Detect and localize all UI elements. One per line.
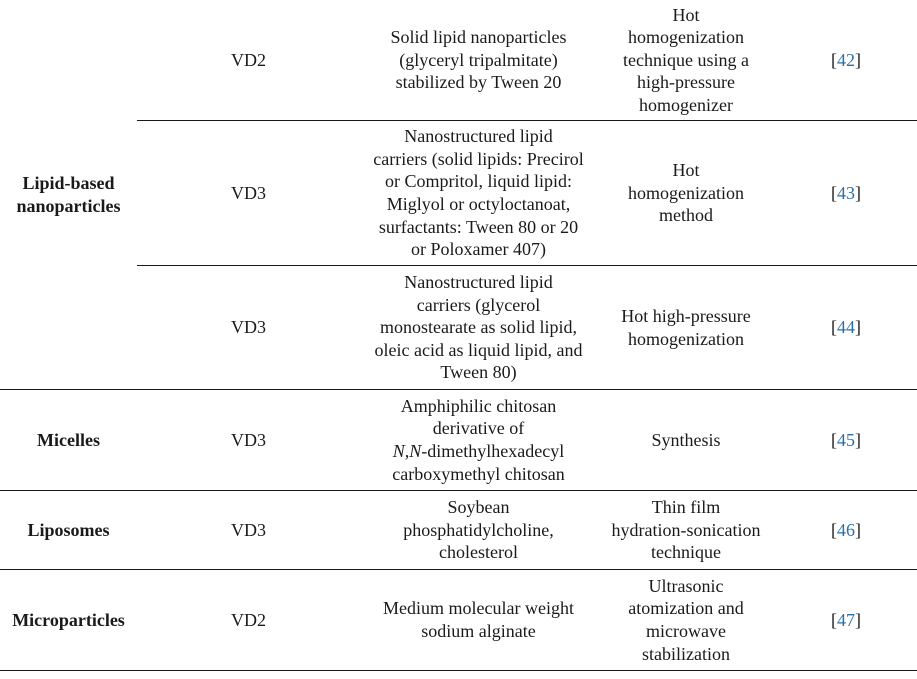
method-cell <box>597 121 775 266</box>
formulation-line: surfactants: Tween 80 or 20 <box>378 216 579 237</box>
reference-cell: [43] <box>775 121 917 266</box>
table-row <box>0 121 917 266</box>
formulation-cell <box>360 390 597 491</box>
reference-cell: [47] <box>775 570 917 671</box>
method-cell <box>597 0 775 121</box>
formulation-suffix: -dimethylhexadecyl <box>421 441 565 461</box>
table-row <box>0 491 917 570</box>
method-line: microwave <box>646 621 726 641</box>
method-line: atomization and <box>628 598 744 619</box>
method-line: homogenization <box>628 182 744 203</box>
vd-cell: VD2 <box>137 570 360 671</box>
vd-cell: VD2 <box>231 49 266 70</box>
formulation-line: sodium alginate <box>421 621 536 641</box>
reference-cell: [42] <box>831 49 861 70</box>
category-cell-micelles: Micelles <box>0 390 137 491</box>
formulation-line: Miglyol or octyloctanoat, <box>386 194 571 214</box>
formulation-line: or Compritol, liquid lipid: <box>384 171 572 192</box>
italic-prefix: N,N <box>392 441 422 461</box>
formulation-line: Soybean <box>447 497 510 518</box>
category-cell-lipid-based <box>0 0 137 390</box>
formulation-cell <box>360 570 597 671</box>
table-row <box>0 570 917 671</box>
formulation-line: Nanostructured lipid <box>404 126 553 147</box>
category-cell-liposomes: Liposomes <box>0 491 137 570</box>
formulation-line: Tween 80) <box>440 362 517 383</box>
formulation-cell <box>360 121 597 266</box>
formulation-line: Medium molecular weight <box>383 598 574 619</box>
vd-cell: VD3 <box>137 121 360 266</box>
formulation-line: Solid lipid nanoparticles <box>390 27 567 48</box>
reference-link[interactable]: 45 <box>837 429 855 450</box>
formulation-line: stabilized by Tween 20 <box>395 72 562 93</box>
method-line: hydration-sonication <box>611 519 761 540</box>
reference-cell: [46] <box>775 491 917 570</box>
method-line: Hot <box>672 4 700 25</box>
vd-cell: VD3 <box>137 491 360 570</box>
reference-cell: [45] <box>775 390 917 491</box>
method-line: homogenization <box>628 328 744 349</box>
reference-link[interactable]: 44 <box>837 317 855 338</box>
reference-link[interactable]: 46 <box>837 519 855 540</box>
formulation-cell <box>360 266 597 390</box>
method-line: Synthesis <box>651 429 721 450</box>
method-line: technique <box>651 542 721 563</box>
reference-link[interactable]: 42 <box>837 49 855 70</box>
table-row <box>0 266 917 390</box>
method-line: Hot <box>672 160 700 181</box>
formulation-cell <box>360 0 597 121</box>
method-cell <box>597 570 775 671</box>
method-line: homogenization <box>628 27 744 48</box>
category-label-line: Lipid-based <box>22 172 115 193</box>
method-cell <box>597 390 775 491</box>
formulation-line: (glyceryl tripalmitate) <box>399 49 558 70</box>
method-line: method <box>659 205 713 226</box>
formulation-cell <box>360 491 597 570</box>
formulation-line: phosphatidylcholine, <box>403 519 554 540</box>
vd-cell: VD3 <box>137 266 360 390</box>
formulation-line: derivative of <box>432 418 525 439</box>
formulation-line: Nanostructured lipid <box>404 272 553 293</box>
method-cell <box>597 266 775 390</box>
table-row <box>0 390 917 491</box>
method-line: stabilization <box>642 643 730 664</box>
formulation-line: carriers (solid lipids: Precirol <box>373 148 584 169</box>
formulation-line: carboxymethyl chitosan <box>392 463 565 484</box>
vd-cell: VD3 <box>137 390 360 491</box>
reference-cell: [44] <box>775 266 917 390</box>
formulation-line: cholesterol <box>439 542 518 563</box>
method-line: technique using a <box>623 49 749 70</box>
formulation-line-italic <box>360 440 597 463</box>
formulation-line: Amphiphilic chitosan <box>400 395 557 416</box>
reference-link[interactable]: 43 <box>837 182 855 203</box>
method-line: Thin film <box>651 497 721 518</box>
method-line: Ultrasonic <box>648 575 724 596</box>
category-label-line: nanoparticles <box>16 195 121 216</box>
table-row <box>0 0 917 121</box>
formulation-line: oleic acid as liquid lipid, and <box>374 339 583 360</box>
formulation-line: monostearate as solid lipid, <box>380 317 577 338</box>
method-line: high-pressure <box>637 72 735 93</box>
category-cell-microparticles: Microparticles <box>0 570 137 671</box>
method-line: Hot high-pressure <box>621 305 751 326</box>
formulation-line: carriers (glycerol <box>416 294 541 315</box>
reference-link[interactable]: 47 <box>837 609 855 630</box>
method-line: homogenizer <box>639 94 733 115</box>
method-cell <box>597 491 775 570</box>
formulation-line: or Poloxamer 407) <box>411 239 546 260</box>
